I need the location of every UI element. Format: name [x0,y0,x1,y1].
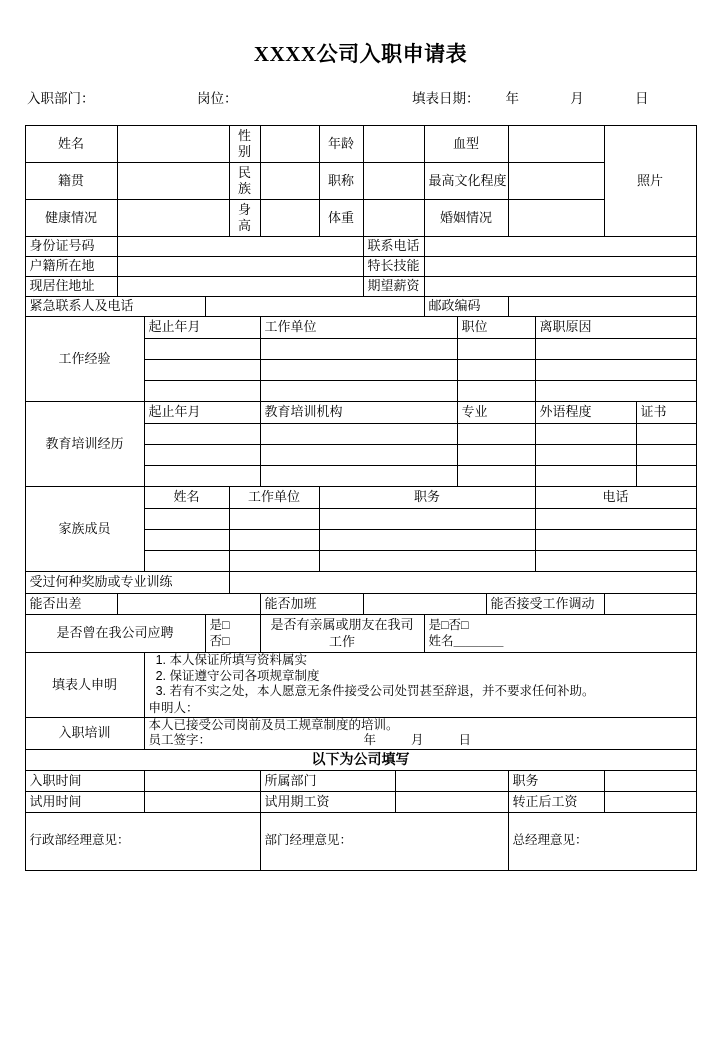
edu-cell-major[interactable] [457,466,535,487]
awards-label: 受过何种奖励或专业训练 [25,572,229,594]
age-label: 年龄 [319,126,363,163]
family-cell-position[interactable] [319,530,535,551]
weight-input[interactable] [363,200,424,237]
table-row [25,717,696,749]
skills-input[interactable] [424,257,696,277]
id-number-input[interactable] [117,237,363,257]
training-statement: 本人已接受公司岗前及员工规章制度的培训。 [148,717,399,732]
table-row [25,237,696,257]
edu-col-period: 起止年月 [144,402,260,424]
job-title-input[interactable] [363,163,424,200]
edu-cell-certificate[interactable] [636,424,696,445]
admin-manager-opinion[interactable]: 行政部经理意见： [25,812,260,870]
edu-cell-period[interactable] [144,466,260,487]
probation-salary-input[interactable] [395,791,508,812]
training-content [144,717,696,749]
marital-status-label: 婚姻情况 [424,200,508,237]
edu-cell-certificate[interactable] [636,466,696,487]
education-section-label: 教育培训经历 [25,402,144,487]
declaration-item: 1. 本人保证所填写资料属实 [170,653,692,669]
education-level-label: 最高文化程度 [424,163,508,200]
work-cell-position[interactable] [457,360,535,381]
page-title: XXXX公司入职申请表 [253,42,468,66]
edu-cell-institution[interactable] [260,445,457,466]
edu-col-language: 外语程度 [535,402,636,424]
table-row [25,653,696,718]
blood-type-label: 血型 [424,126,508,163]
fill-date-group [412,87,649,107]
family-cell-phone[interactable] [535,509,696,530]
regular-salary-label: 转正后工资 [508,791,604,812]
family-section-label: 家族成员 [25,487,144,572]
edu-col-institution: 教育培训机构 [260,402,457,424]
work-cell-period[interactable] [144,381,260,402]
job-transfer-label: 能否接受工作调动 [486,594,604,615]
table-row [25,594,696,615]
job-title-label: 职称 [319,163,363,200]
work-cell-position[interactable] [457,381,535,402]
position-label: 岗位： [197,91,238,106]
work-cell-employer[interactable] [260,339,457,360]
family-col-name: 姓名 [144,487,229,509]
relatives-at-company-label: 是否有亲属或朋友在我司工作 [260,615,424,653]
emergency-contact-label: 紧急联系人及电话 [25,297,205,317]
dept-manager-opinion[interactable]: 部门经理意见： [260,812,508,870]
form-header-line [0,87,721,107]
family-cell-employer[interactable] [229,530,319,551]
address-input[interactable] [117,277,363,297]
emergency-contact-input[interactable] [205,297,424,317]
family-cell-name[interactable] [144,509,229,530]
expected-salary-label: 期望薪资 [363,277,424,297]
company-use-band: 以下为公司填写 [25,749,696,770]
company-job-title-label: 职务 [508,770,604,791]
table-row [25,487,696,509]
training-month-label: 月 [410,733,424,748]
entry-date-input[interactable] [144,770,260,791]
table-row [25,277,696,297]
household-input[interactable] [117,257,363,277]
applied-before-yes-checkbox[interactable]: 是□ [209,617,230,632]
training-day-label: 日 [458,733,471,748]
work-cell-period[interactable] [144,360,260,381]
table-row [25,163,696,200]
postcode-label: 邮政编码 [424,297,508,317]
height-label: 身高 [229,200,260,237]
ethnicity-input[interactable] [260,163,319,200]
work-col-reason: 离职原因 [535,317,696,339]
entry-department-label: 入职部门： [27,91,95,106]
family-cell-position[interactable] [319,509,535,530]
postcode-input[interactable] [508,297,696,317]
phone-input[interactable] [424,237,696,257]
edu-cell-certificate[interactable] [636,445,696,466]
work-col-position: 职位 [457,317,535,339]
family-col-phone: 电话 [535,487,696,509]
name-input[interactable] [117,126,229,163]
fill-date-ymd [506,87,649,107]
blood-type-input[interactable] [508,126,604,163]
edu-cell-major[interactable] [457,424,535,445]
awards-input[interactable] [229,572,696,594]
work-cell-employer[interactable] [260,360,457,381]
relatives-name-field[interactable]: 姓名＿＿＿＿ [428,633,504,648]
edu-cell-major[interactable] [457,445,535,466]
work-col-employer: 工作单位 [260,317,457,339]
work-cell-employer[interactable] [260,381,457,402]
application-form-table [25,125,697,871]
table-row [25,317,696,339]
marital-status-input[interactable] [508,200,604,237]
declaration-signer-label[interactable]: 申明人： [148,700,199,715]
declaration-content [144,653,696,718]
id-number-label: 身份证号码 [25,237,117,257]
family-cell-position[interactable] [319,551,535,572]
family-cell-employer[interactable] [229,551,319,572]
photo-placeholder: 照片 [604,126,696,237]
work-cell-reason[interactable] [535,360,696,381]
table-row [25,770,696,791]
family-col-employer: 工作单位 [229,487,319,509]
table-row [25,297,696,317]
edu-cell-language[interactable] [535,466,636,487]
native-place-label: 籍贯 [25,163,117,200]
address-label: 现居住地址 [25,277,117,297]
phone-label: 联系电话 [363,237,424,257]
age-input[interactable] [363,126,424,163]
table-row [25,572,696,594]
height-input[interactable] [260,200,319,237]
table-row [25,126,696,163]
job-transfer-input[interactable] [604,594,696,615]
ethnicity-label: 民族 [229,163,260,200]
work-cell-reason[interactable] [535,339,696,360]
table-row [25,402,696,424]
edu-cell-institution[interactable] [260,466,457,487]
family-col-position: 职务 [319,487,535,509]
belong-department-input[interactable] [395,770,508,791]
business-travel-label: 能否出差 [25,594,117,615]
declaration-item: 3. 若有不实之处，本人愿意无条件接受公司处罚甚至辞退，并不要求任何补助。 [170,684,692,700]
family-cell-phone[interactable] [535,551,696,572]
expected-salary-input[interactable] [424,277,696,297]
edu-cell-period[interactable] [144,424,260,445]
gender-label: 性别 [229,126,260,163]
probation-salary-label: 试用期工资 [260,791,395,812]
gender-input[interactable] [260,126,319,163]
edu-col-certificate: 证书 [636,402,696,424]
edu-cell-language[interactable] [535,424,636,445]
day-label: 日 [635,91,649,106]
belong-department-label: 所属部门 [260,770,395,791]
fill-date-label: 填表日期： [412,91,480,106]
table-row [25,812,696,870]
household-label: 户籍所在地 [25,257,117,277]
weight-label: 体重 [319,200,363,237]
table-row [25,749,696,770]
declaration-section-label: 填表人申明 [25,653,144,718]
training-signature-row [149,733,692,749]
family-cell-employer[interactable] [229,509,319,530]
edu-cell-institution[interactable] [260,424,457,445]
education-level-input[interactable] [508,163,604,200]
training-section-label: 入职培训 [25,717,144,749]
health-input[interactable] [117,200,229,237]
declaration-item: 2. 保证遵守公司各项规章制度 [170,669,692,685]
probation-period-input[interactable] [144,791,260,812]
work-cell-position[interactable] [457,339,535,360]
work-experience-section-label: 工作经验 [25,317,144,402]
table-row [25,200,696,237]
business-travel-input[interactable] [117,594,260,615]
training-date-ymd [364,733,471,749]
family-cell-name[interactable] [144,530,229,551]
skills-label: 特长技能 [363,257,424,277]
company-job-title-input[interactable] [604,770,696,791]
overtime-label: 能否加班 [260,594,363,615]
native-place-input[interactable] [117,163,229,200]
relatives-yes-no-checkbox[interactable]: 是□否□ [428,617,469,632]
regular-salary-input[interactable] [604,791,696,812]
table-row [25,791,696,812]
training-signature-label[interactable]: 员工签字： [148,733,212,748]
general-manager-opinion[interactable]: 总经理意见： [508,812,696,870]
work-cell-reason[interactable] [535,381,696,402]
family-cell-phone[interactable] [535,530,696,551]
health-label: 健康情况 [25,200,117,237]
month-label: 月 [570,91,584,106]
family-cell-name[interactable] [144,551,229,572]
applied-before-label: 是否曾在我公司应聘 [25,615,205,653]
overtime-input[interactable] [363,594,486,615]
relatives-answer-group[interactable] [424,615,696,653]
applied-before-no-checkbox[interactable]: 否□ [209,633,230,648]
edu-cell-period[interactable] [144,445,260,466]
applied-before-options[interactable] [205,615,260,653]
probation-period-label: 试用时间 [25,791,144,812]
entry-date-label: 入职时间 [25,770,144,791]
work-cell-period[interactable] [144,339,260,360]
edu-col-major: 专业 [457,402,535,424]
name-label: 姓名 [25,126,117,163]
training-year-label: 年 [363,733,377,748]
table-row [25,257,696,277]
year-label: 年 [505,91,519,106]
work-col-period: 起止年月 [144,317,260,339]
edu-cell-language[interactable] [535,445,636,466]
table-row [25,615,696,653]
